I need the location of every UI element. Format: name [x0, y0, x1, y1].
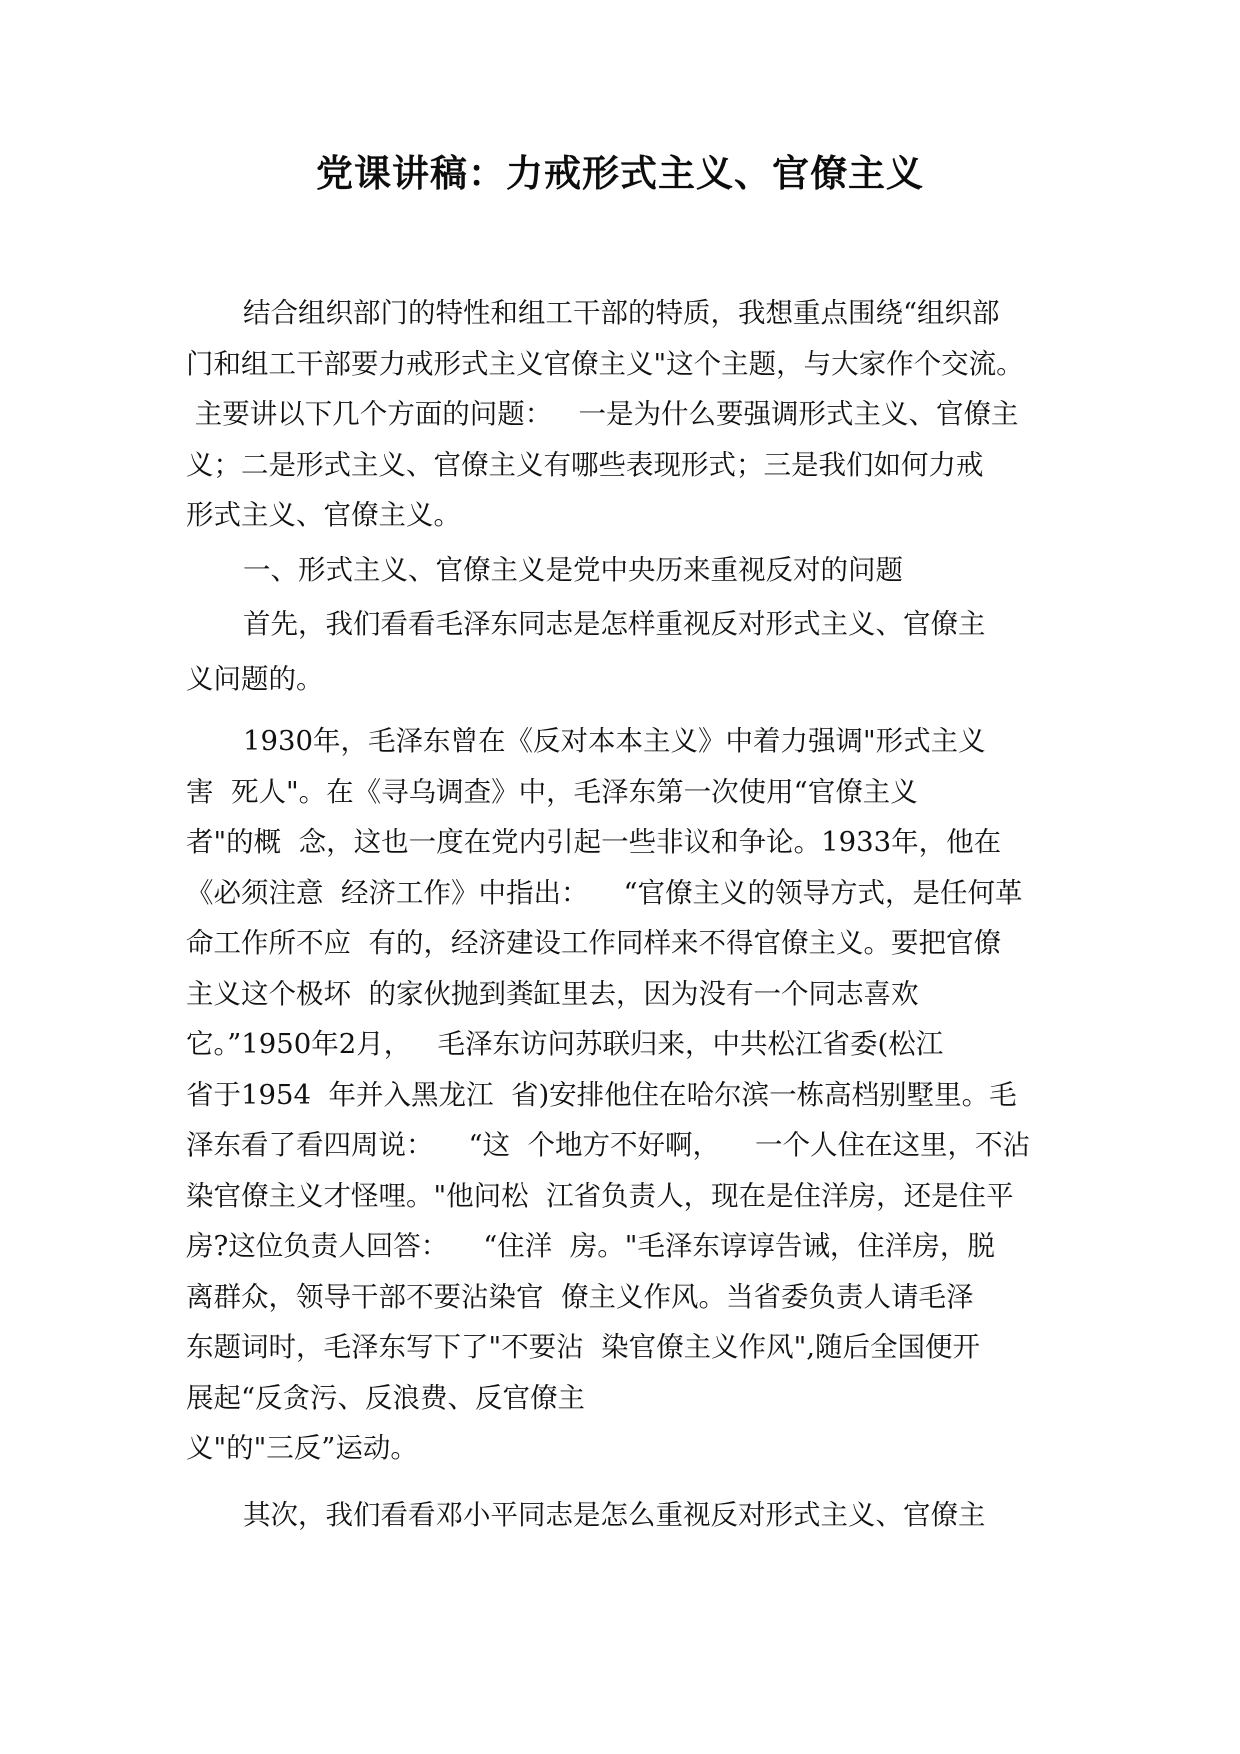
section-heading: 一、形式主义、官僚主义是党中央历来重视反对的问题: [243, 553, 903, 586]
paragraph-line: 主义这个极坏 的家伙抛到粪缸里去，因为没有一个同志喜欢: [186, 977, 919, 1010]
paragraph-line: 害 死人"。在《寻乌调查》中，毛泽东第一次使用“官僚主义: [186, 775, 918, 808]
document-body: [186, 288, 1062, 1540]
document-title: 党课讲稿：力戒形式主义、官僚主义: [316, 152, 924, 195]
paragraph-line: 首先，我们看看毛泽东同志是怎样重视反对形式主义、官僚主: [243, 608, 986, 640]
paragraph-line: 形式主义、官僚主义。: [186, 499, 461, 531]
paragraph-line: 展起“反贪污、反浪费、反官僚主: [186, 1381, 586, 1414]
paragraph-line: 门和组工干部要力戒形式主义官僚主义"这个主题，与大家作个交流。: [186, 347, 1024, 380]
paragraph-line: 1930年，毛泽东曾在《反对本本主义》中着力强调"形式主义: [243, 725, 986, 757]
paragraph-line: 义问题的。: [186, 662, 324, 695]
paragraph-line: 其次，我们看看邓小平同志是怎么重视反对形式主义、官僚主: [243, 1498, 986, 1531]
paragraph-line: 它。”1950年2月， 毛泽东访问苏联归来，中共松江省委(松江: [186, 1028, 944, 1060]
paragraph-line: 结合组织部门的特性和组工干部的特质，我想重点围绕“组织部: [243, 297, 1000, 329]
paragraph-line: 东题词时，毛泽东写下了"不要沾 染官僚主义作风",随后全国便开: [186, 1331, 981, 1363]
paragraph-line: 义；二是形式主义、官僚主义有哪些表现形式；三是我们如何力戒: [186, 448, 984, 481]
paragraph-line: 主要讲以下几个方面的问题： 一是为什么要强调形式主义、官僚主: [186, 398, 1019, 430]
paragraph-line: 命工作所不应 有的，经济建设工作同样来不得官僚主义。要把官僚: [186, 927, 1001, 959]
paragraph-line: 者"的概 念，这也一度在党内引起一些非议和争论。1933年，他在: [186, 826, 1002, 858]
paragraph-line: 《必须注意 经济工作》中指出： “官僚主义的领导方式，是任何革: [186, 876, 1023, 909]
paragraph-line: 义"的"三反”运动。: [186, 1432, 418, 1464]
paragraph-line: 染官僚主义才怪哩。"他问松 江省负责人，现在是住洋房，还是住平: [186, 1179, 1014, 1212]
paragraph-line: 泽东看了看四周说： “这 个地方不好啊， 一个人住在这里，不沾: [186, 1129, 1030, 1161]
paragraph-line: 房?这位负责人回答： “住洋 房。"毛泽东谆谆告诫，住洋房，脱: [186, 1230, 995, 1262]
paragraph-line: 离群众，领导干部不要沾染官 僚主义作风。当省委负责人请毛泽: [186, 1280, 974, 1313]
paragraph-line: 省于1954 年并入黑龙江 省)安排他住在哈尔滨一栋高档别墅里。毛: [186, 1078, 1017, 1111]
